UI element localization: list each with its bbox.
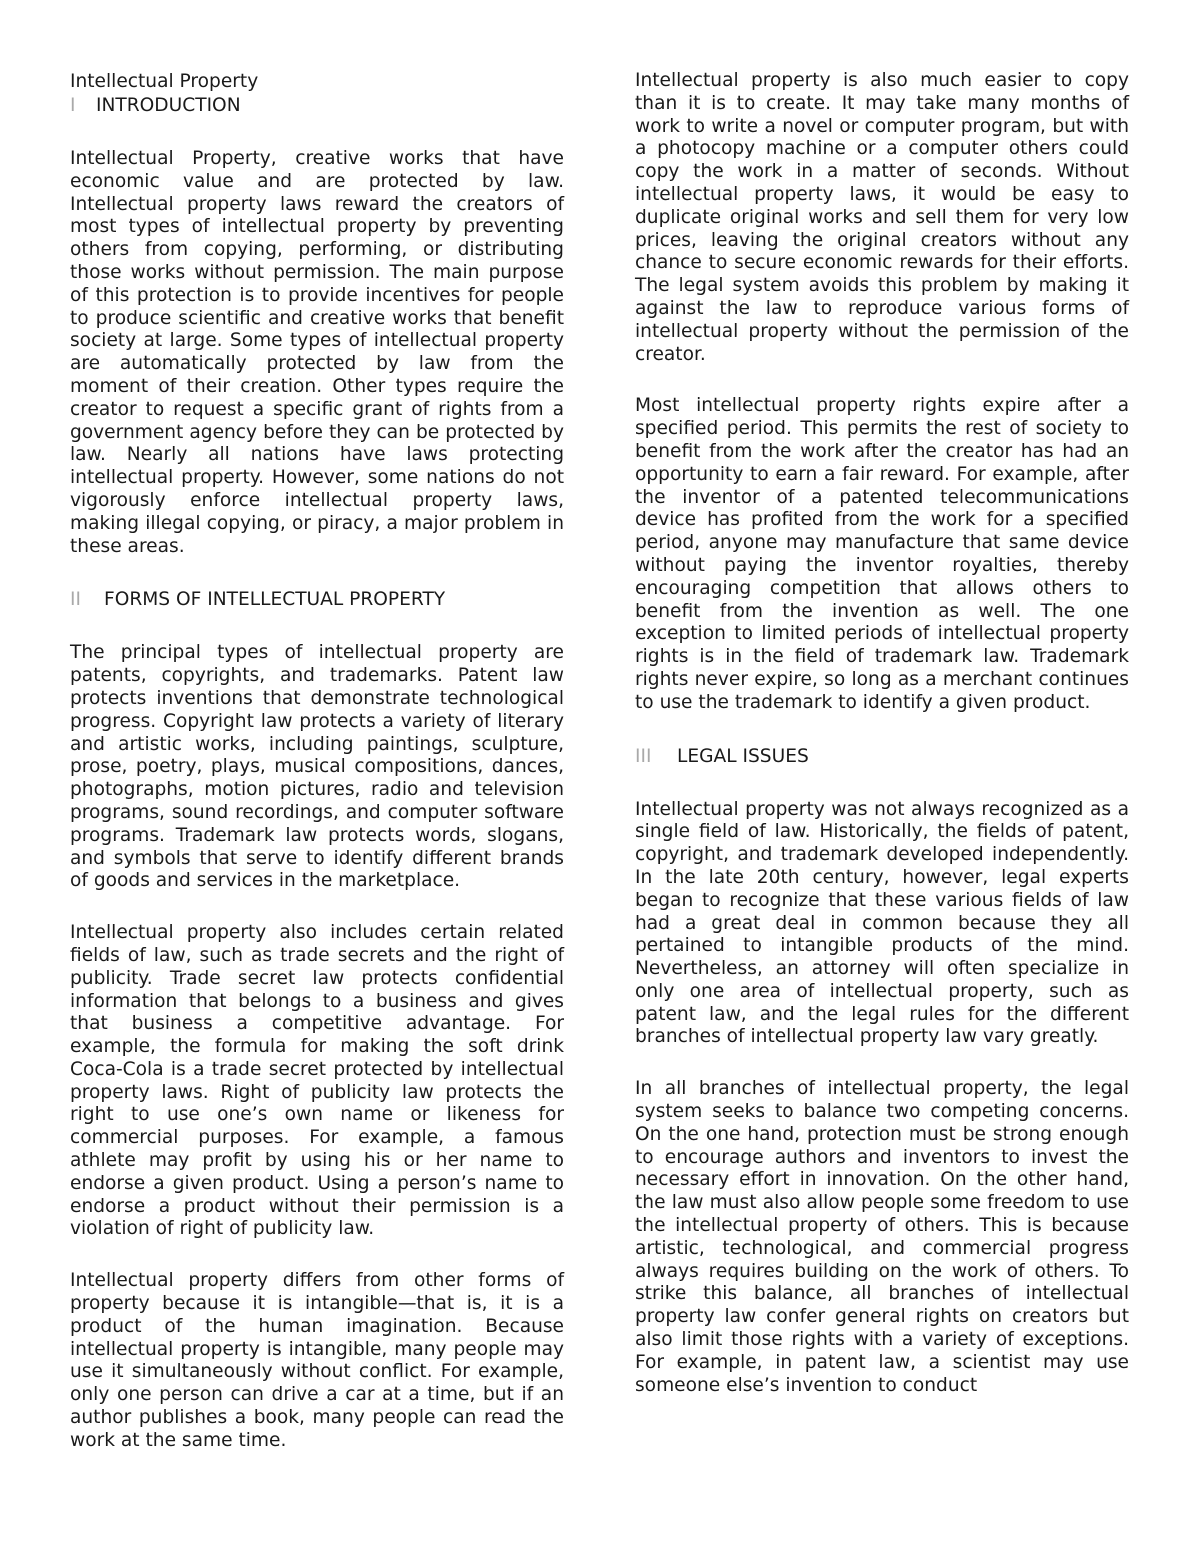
- paragraph-easier-to-copy: Intellectual property is also much easier to copy than it is to create. It may take many months of work to write a novel or computer program, but with a photocopy machine or a computer others could copy the work in a matter of seconds. Without intellectual property laws, it would be easy to duplicate original works and sell them for very low prices, leaving the original creators without any chance to secure economic rewards for their efforts. The legal system avoids this problem by making it against the law to reproduce various forms of intellectual property without the permission of the creator.: [635, 70, 1129, 365]
- section-heading-text: LEGAL ISSUES: [677, 745, 809, 767]
- section-numeral: I: [70, 95, 76, 116]
- section-heading-legal-issues: [635, 745, 1129, 769]
- paragraph-not-always-recognized: Intellectual property was not always recognized as a single field of law. Historically, the fields of patent, copyright, and trademark developed independently. In the late 20th century, however, legal experts began to recognize that these various fields of law had a great deal in common because they all pertained to intangible products of the mind. Nevertheless, an attorney will often specialize in only one area of intellectual property, such as patent law, and the legal rules for the different branches of intellectual property law vary greatly.: [635, 798, 1129, 1048]
- paragraph-introduction: Intellectual Property, creative works that have economic value and are protected by law. Intellectual property laws reward the creators of most types of intellectual property by preventing others from copying, performing, or distributing those works without permission. The main purpose of this protection is to provide incentives for people to produce scientific and creative works that benefit society at large. Some types of intellectual property are automatically protected by law from the moment of their creation. Other types require the creator to request a specific grant of rights from a government agency before they can be protected by law. Nearly all nations have laws protecting intellectual property. However, some nations do not vigorously enforce intellectual property laws, making illegal copying, or piracy, a major problem in these areas.: [70, 148, 564, 557]
- paragraph-balance-concerns: In all branches of intellectual property, the legal system seeks to balance two competing concerns. On the one hand, protection must be strong enough to encourage authors and inventors to invest the necessary effort in innovation. On the other hand, the law must also allow people some freedom to use the intellectual property of others. This is because artistic, technological, and commercial progress always requires building on the work of others. To strike this balance, all branches of intellectual property law confer general rights on creators but also limit those rights with a variety of exceptions. For example, in patent law, a scientist may use someone else’s invention to conduct: [635, 1078, 1129, 1396]
- section-heading-text: FORMS OF INTELLECTUAL PROPERTY: [104, 589, 446, 611]
- paragraph-principal-types: The principal types of intellectual property are patents, copyrights, and trademarks. Patent law protects inventions that demonstrate technological progress. Copyright law protects a variety of literary and artistic works, including paintings, sculpture, prose, poetry, plays, musical compositions, dances, photographs, motion pictures, radio and television programs, sound recordings, and computer software programs. Trademark law protects words, slogans, and symbols that serve to identify different brands of goods and services in the marketplace.: [70, 642, 564, 892]
- paragraph-rights-expire: Most intellectual property rights expire after a specified period. This permits the rest of society to benefit from the work after the creator has had an opportunity to earn a fair reward. For example, after the inventor of a patented telecommunications device has profited from the work for a specified period, anyone may manufacture that same device without paying the inventor royalties, thereby encouraging competition that allows others to benefit from the invention as well. The one exception to limited periods of intellectual property rights is in the field of trademark law. Trademark rights never expire, so long as a merchant continues to use the trademark to identify a given product.: [635, 395, 1129, 713]
- section-numeral: III: [635, 745, 652, 767]
- paragraph-related-fields: Intellectual property also includes certain related fields of law, such as trade secrets and the right of publicity. Trade secret law protects confidential information that belongs to a business and gives that business a competitive advantage. For example, the formula for making the soft drink Coca-Cola is a trade secret protected by intellectual property laws. Right of publicity law protects the right to use one’s own name or likeness for commercial purposes. For example, a famous athlete may profit by using his or her name to endorse a given product. Using a person’s name to endorse a product without their permission is a violation of right of publicity law.: [70, 922, 564, 1240]
- section-heading-text: INTRODUCTION: [96, 95, 241, 116]
- section-heading-forms: [70, 588, 564, 612]
- right-column: [635, 70, 1129, 1397]
- document-title: Intellectual Property: [70, 71, 259, 92]
- section-heading-introduction: [70, 94, 564, 118]
- paragraph-intangible: Intellectual property differs from other forms of property because it is intangible—that is, it is a product of the human imagination. Because intellectual property is intangible, many people may use it simultaneously without conflict. For example, only one person can drive a car at a time, but if an author publishes a book, many people can read the work at the same time.: [70, 1270, 564, 1451]
- left-column: [70, 70, 564, 1453]
- section-numeral: II: [70, 589, 81, 611]
